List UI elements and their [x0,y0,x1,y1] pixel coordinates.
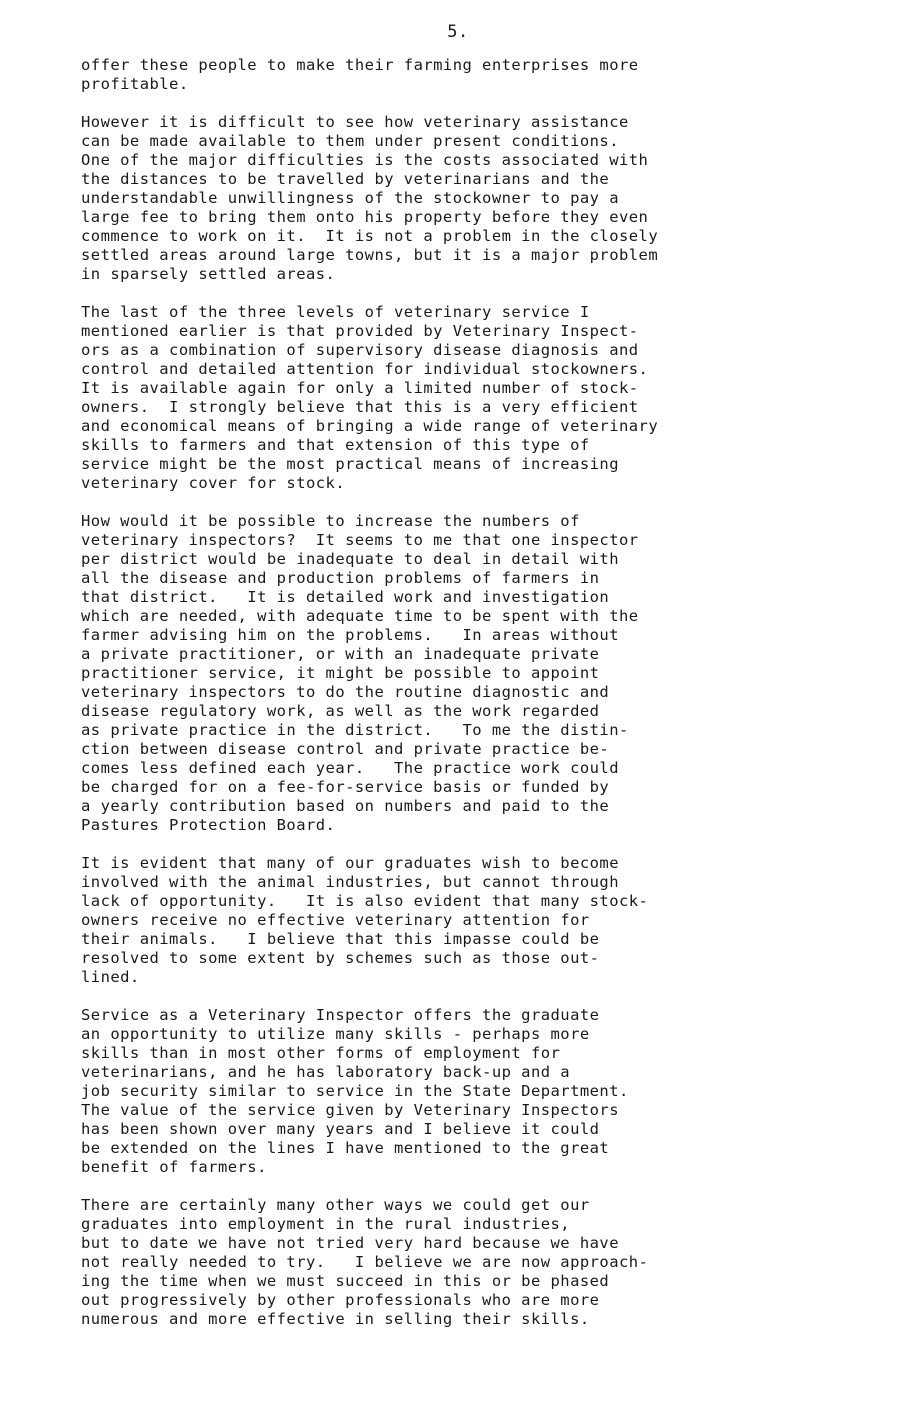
paragraph [81,1196,781,1329]
text-line: graduates into employment in the rural industries, [81,1215,571,1233]
text-line: out progressively by other professionals who are more [81,1291,600,1309]
text-line: ors as a combination of supervisory disease diagnosis and [81,341,639,359]
paragraph [81,512,781,835]
text-line: ing the time when we must succeed in this or be phased [81,1272,610,1290]
text-line: mentioned earlier is that provided by Veterinary Inspect- [81,322,639,340]
text-line: It is evident that many of our graduates wish to become [81,854,619,872]
text-line: as private practice in the district. To me the distin- [81,721,629,739]
text-line: an opportunity to utilize many skills - perhaps more [81,1025,590,1043]
text-line: owners receive no effective veterinary attention for [81,911,590,929]
text-line: veterinary inspectors? It seems to me that one inspector [81,531,639,549]
text-line: profitable. [81,75,189,93]
text-line: their animals. I believe that this impasse could be [81,930,600,948]
text-line: involved with the animal industries, but cannot through [81,873,619,891]
text-line: veterinary inspectors to do the routine diagnostic and [81,683,610,701]
text-line: One of the major difficulties is the costs associated with [81,151,649,169]
text-line: a yearly contribution based on numbers and paid to the [81,797,610,815]
text-line: be extended on the lines I have mentioned to the great [81,1139,610,1157]
text-line: Service as a Veterinary Inspector offers the graduate [81,1006,600,1024]
text-line: job security similar to service in the State Department. [81,1082,629,1100]
paragraph [81,1006,781,1177]
text-line: commence to work on it. It is not a problem in the closely [81,227,659,245]
text-line: the distances to be travelled by veterinarians and the [81,170,610,188]
text-line: control and detailed attention for individual stockowners. [81,360,649,378]
text-line: lined. [81,968,140,986]
paragraph [81,303,781,493]
text-line: The last of the three levels of veterinary service I [81,303,590,321]
text-line: comes less defined each year. The practice work could [81,759,619,777]
text-line: disease regulatory work, as well as the work regarded [81,702,600,720]
text-line: which are needed, with adequate time to be spent with the [81,607,639,625]
text-line: service might be the most practical means of increasing [81,455,619,473]
text-line: There are certainly many other ways we could get our [81,1196,590,1214]
text-line: all the disease and production problems of farmers in [81,569,600,587]
text-line: farmer advising him on the problems. In areas without [81,626,619,644]
text-line: but to date we have not tried very hard because we have [81,1234,619,1252]
text-line: skills to farmers and that extension of this type of [81,436,590,454]
text-line: veterinarians, and he has laboratory back-up and a [81,1063,571,1081]
text-line: a private practitioner, or with an inadequate private [81,645,600,663]
text-line: that district. It is detailed work and investigation [81,588,610,606]
paragraph [81,56,781,94]
text-line: Pastures Protection Board. [81,816,336,834]
text-line: benefit of farmers. [81,1158,267,1176]
text-line: has been shown over many years and I believe it could [81,1120,600,1138]
text-line: large fee to bring them onto his property before they even [81,208,649,226]
document-body [81,56,781,1348]
text-line: be charged for on a fee-for-service basis or funded by [81,778,610,796]
text-line: The value of the service given by Veterinary Inspectors [81,1101,619,1119]
page-number: 5. [447,22,469,42]
text-line: numerous and more effective in selling their skills. [81,1310,590,1328]
text-line: settled areas around large towns, but it is a major problem [81,246,659,264]
text-line: It is available again for only a limited number of stock- [81,379,639,397]
text-line: offer these people to make their farming enterprises more [81,56,639,74]
paragraph [81,854,781,987]
text-line: skills than in most other forms of employment for [81,1044,561,1062]
text-line: resolved to some extent by schemes such as those out- [81,949,600,967]
text-line: not really needed to try. I believe we are now approach- [81,1253,649,1271]
text-line: lack of opportunity. It is also evident that many stock- [81,892,649,910]
text-line: How would it be possible to increase the numbers of [81,512,580,530]
text-line: and economical means of bringing a wide range of veterinary [81,417,659,435]
paragraph [81,113,781,284]
text-line: However it is difficult to see how veterinary assistance [81,113,629,131]
text-line: owners. I strongly believe that this is a very efficient [81,398,639,416]
text-line: ction between disease control and private practice be- [81,740,610,758]
text-line: can be made available to them under present conditions. [81,132,619,150]
text-line: in sparsely settled areas. [81,265,336,283]
text-line: per district would be inadequate to deal in detail with [81,550,619,568]
text-line: practitioner service, it might be possible to appoint [81,664,600,682]
text-line: veterinary cover for stock. [81,474,346,492]
text-line: understandable unwillingness of the stockowner to pay a [81,189,619,207]
